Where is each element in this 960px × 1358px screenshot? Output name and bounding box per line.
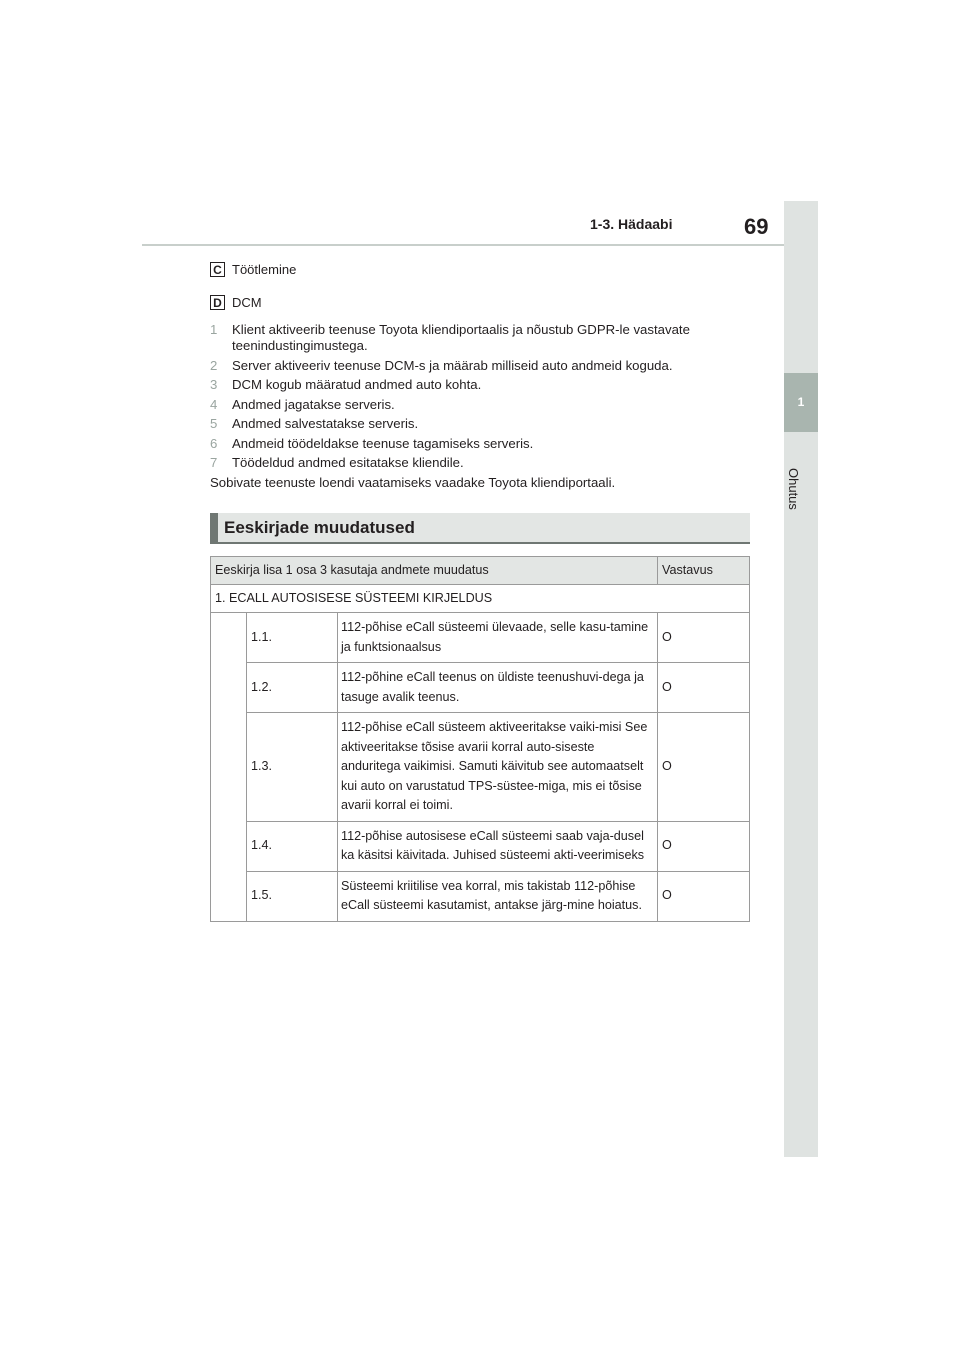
row-status: O <box>658 713 750 822</box>
header-status: Vastavus <box>658 557 750 585</box>
section-label: 1-3. Hädaabi <box>590 216 673 232</box>
row-number: 1.3. <box>247 713 338 822</box>
row-description: 112-põhise autosisese eCall süsteemi saab vaja-dusel ka käsitsi käivitada. Juhised süsteemi akti-veerimiseks <box>338 821 658 871</box>
table-row <box>211 713 750 822</box>
step-number: 6 <box>210 435 218 451</box>
table-group-row <box>211 585 750 613</box>
chapter-side-tab <box>784 201 818 1157</box>
list-item <box>210 358 750 374</box>
step-text: Server aktiveeriv teenuse DCM-s ja määrab milliseid auto andmeid koguda. <box>232 357 673 373</box>
marker-row-d <box>210 295 262 310</box>
row-status: O <box>658 663 750 713</box>
marker-letter: C <box>210 262 225 277</box>
row-description: Süsteemi kriitilise vea korral, mis takistab 112-põhise eCall süsteemi kasutamist, antakse järg-mine hoiatus. <box>338 871 658 921</box>
list-item <box>210 455 750 471</box>
row-status: O <box>658 613 750 663</box>
marker-text: Töötlemine <box>232 262 297 277</box>
row-status: O <box>658 871 750 921</box>
header-change: Eeskirja lisa 1 osa 3 kasutaja andmete muudatus <box>211 557 658 585</box>
amendments-table <box>210 556 750 922</box>
row-description: 112-põhine eCall teenus on üldiste teenushuvi-dega ja tasuge avalik teenus. <box>338 663 658 713</box>
step-text: Töödeldud andmed esitatakse kliendile. <box>232 455 464 470</box>
row-status: O <box>658 821 750 871</box>
table-row <box>211 663 750 713</box>
step-number: 2 <box>210 357 218 373</box>
process-steps <box>210 322 750 491</box>
chapter-number: 1 <box>784 373 818 432</box>
section-heading-title: Eeskirjade muudatused <box>224 518 415 537</box>
step-number: 7 <box>210 455 218 470</box>
table-row <box>211 871 750 921</box>
list-item <box>210 436 750 452</box>
step-text: DCM kogub määratud andmed auto kohta. <box>232 377 482 392</box>
step-text: Andmeid töödeldakse teenuse tagamiseks serveris. <box>232 435 534 451</box>
group-title: 1. ECALL AUTOSISESE SÜSTEEMI KIRJELDUS <box>211 585 750 613</box>
row-number: 1.5. <box>247 871 338 921</box>
step-number: 5 <box>210 416 218 431</box>
table-row <box>211 613 750 663</box>
header-divider <box>142 244 784 246</box>
row-description: 112-põhise eCall süsteemi ülevaade, selle kasu-tamine ja funktsionaalsus <box>338 613 658 663</box>
list-item <box>210 416 750 432</box>
marker-letter: D <box>210 295 225 310</box>
step-number: 4 <box>210 396 218 412</box>
chapter-label: Ohutus <box>786 468 801 510</box>
list-item <box>210 397 750 413</box>
table-header-row <box>211 557 750 585</box>
section-heading <box>210 513 750 544</box>
marker-row-c <box>210 262 296 277</box>
step-number: 1 <box>210 322 218 337</box>
marker-text: DCM <box>232 295 262 310</box>
list-item <box>210 322 750 354</box>
closing-paragraph: Sobivate teenuste loendi vaatamiseks vaadake Toyota kliendiportaali. <box>210 474 616 490</box>
step-text: Andmed jagatakse serveris. <box>232 396 395 412</box>
step-text: Klient aktiveerib teenuse Toyota kliendiportaalis ja nõustub GDPR-le vastavate teenindustingimustega. <box>232 322 690 353</box>
step-number: 3 <box>210 377 218 392</box>
indent-cell <box>211 613 247 922</box>
row-description: 112-põhise eCall süsteem aktiveeritakse vaiki-misi See aktiveeritakse tõsise avarii korral auto-siseste anduritega vaikimisi. Samuti käivitub see automaatselt kui auto on varustatud TPS-süstee-miga, mis ei tõsise avarii korral ei toimi. <box>338 713 658 822</box>
row-number: 1.1. <box>247 613 338 663</box>
list-item <box>210 377 750 393</box>
heading-accent-bar <box>210 513 218 542</box>
row-number: 1.4. <box>247 821 338 871</box>
row-number: 1.2. <box>247 663 338 713</box>
table-row <box>211 821 750 871</box>
step-text: Andmed salvestatakse serveris. <box>232 416 419 431</box>
page-number: 69 <box>744 214 769 239</box>
